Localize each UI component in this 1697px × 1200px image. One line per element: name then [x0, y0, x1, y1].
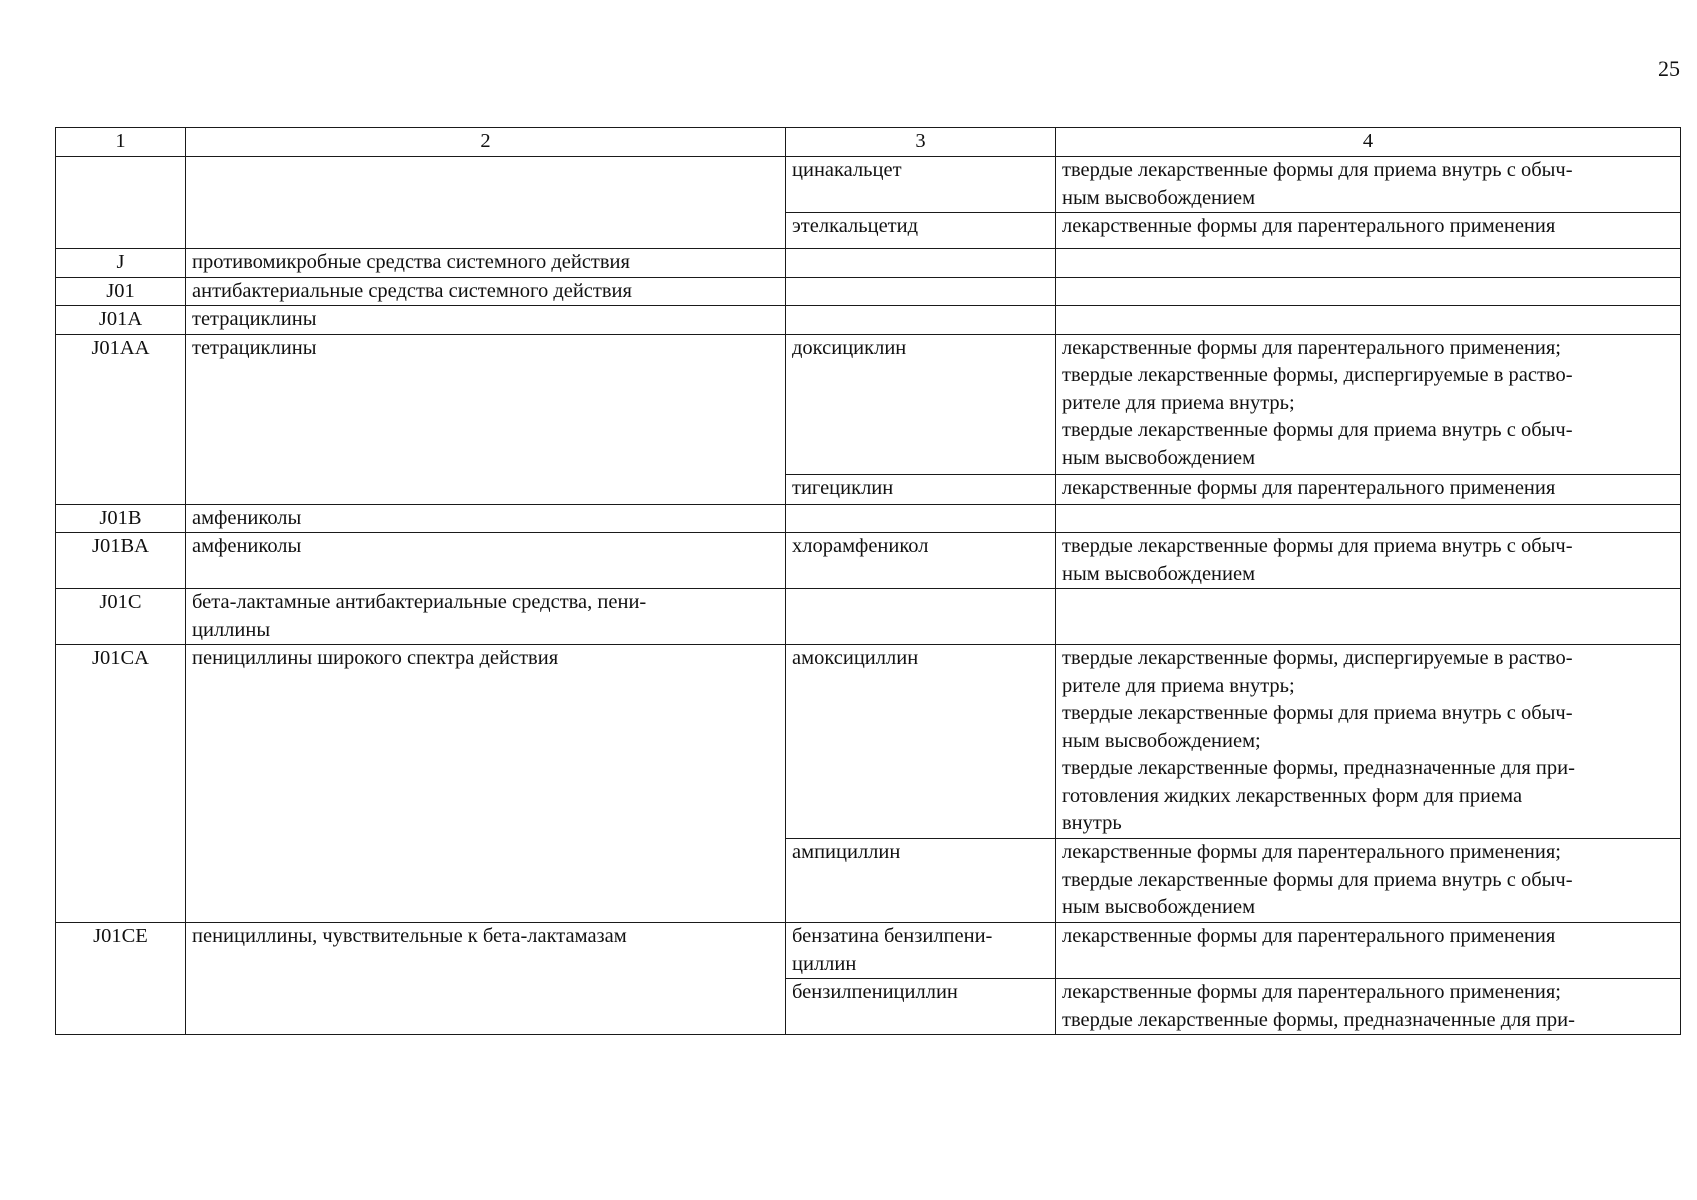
table-row: [56, 157, 1681, 213]
table-row: [56, 645, 1681, 839]
dosage-form-line: лекарственные формы для парентерального применения: [1062, 476, 1556, 499]
column-number-4: 4: [1056, 128, 1681, 157]
dosage-forms-cell: [1056, 334, 1681, 474]
column-number-3: 3: [786, 128, 1056, 157]
group-name: пенициллины, чувствительные к бета-лактамазам: [186, 923, 786, 1035]
dosage-forms-cell: [1056, 589, 1681, 645]
dosage-form-line: твердые лекарственные формы, диспергируемые в раство-: [1062, 364, 1573, 386]
drug-name-cell: [786, 923, 1056, 979]
drug-name-line: циллин: [792, 952, 857, 975]
atc-code: J01CA: [56, 645, 186, 923]
table-row: [56, 277, 1681, 306]
atc-code: J01AA: [56, 334, 186, 504]
drug-name: хлорамфеникол: [792, 535, 929, 557]
drug-name-cell: [786, 589, 1056, 645]
dosage-forms-cell: [1056, 504, 1681, 533]
group-name: противомикробные средства системного действия: [186, 249, 786, 278]
drug-name-cell: [786, 306, 1056, 335]
group-name-line: циллины: [192, 618, 271, 641]
code-cell-empty: [56, 157, 186, 249]
drug-name-cell: [786, 645, 1056, 839]
dosage-forms-cell: [1056, 979, 1681, 1035]
dosage-forms-cell: [1056, 213, 1681, 249]
atc-code: J: [56, 249, 186, 278]
drug-name-cell: [786, 839, 1056, 923]
dosage-form-line: твердые лекарственные формы для приема внутрь с обыч-: [1062, 535, 1573, 557]
dosage-form-line: твердые лекарственные формы для приема внутрь с обыч-: [1062, 419, 1573, 441]
dosage-form-line: лекарственные формы для парентерального применения;: [1062, 981, 1561, 1003]
table-row: [56, 533, 1681, 589]
table-row: [56, 334, 1681, 474]
drug-name-cell: [786, 249, 1056, 278]
drug-name-cell: [786, 334, 1056, 474]
dosage-forms-cell: [1056, 645, 1681, 839]
drug-name-cell: [786, 474, 1056, 504]
dosage-form-line: ным высвобождением: [1062, 186, 1256, 209]
table-row: [56, 249, 1681, 278]
table-row: [56, 589, 1681, 645]
group-name: тетрациклины: [186, 334, 786, 504]
dosage-form-line: твердые лекарственные формы, предназначенные для при-: [1062, 757, 1575, 779]
drug-name: ампициллин: [792, 841, 901, 863]
drug-name: амоксициллин: [792, 647, 919, 669]
dosage-forms-cell: [1056, 533, 1681, 589]
drug-name-cell: [786, 157, 1056, 213]
table-header-row: [56, 128, 1681, 157]
drug-name: доксициклин: [792, 336, 907, 359]
drug-name: этелкальцетид: [792, 215, 919, 237]
drug-name-cell: [786, 504, 1056, 533]
dosage-form-line: ным высвобождением;: [1062, 729, 1261, 752]
column-number-2: 2: [186, 128, 786, 157]
dosage-form-line: лекарственные формы для парентерального применения: [1062, 925, 1556, 947]
dosage-forms-cell: [1056, 277, 1681, 306]
dosage-form-line: лекарственные формы для парентерального применения;: [1062, 841, 1561, 863]
column-number-1: 1: [56, 128, 186, 157]
drug-name-cell: [786, 979, 1056, 1035]
table-row: [56, 504, 1681, 533]
dosage-forms-cell: [1056, 157, 1681, 213]
dosage-form-line: ным высвобождением: [1062, 896, 1256, 918]
dosage-form-line: лекарственные формы для парентерального применения: [1062, 215, 1556, 237]
atc-code: J01CE: [56, 923, 186, 1035]
group-name: пенициллины широкого спектра действия: [186, 645, 786, 923]
dosage-form-line: рителе для приема внутрь;: [1062, 674, 1295, 697]
table-row: [56, 923, 1681, 979]
dosage-form-line: твердые лекарственные формы, предназначенные для при-: [1062, 1008, 1575, 1031]
group-name: амфениколы: [186, 533, 786, 589]
atc-code: J01BA: [56, 533, 186, 589]
dosage-form-line: рителе для приема внутрь;: [1062, 391, 1295, 414]
group-name-cell: [186, 589, 786, 645]
dosage-form-line: твердые лекарственные формы для приема внутрь с обыч-: [1062, 868, 1573, 891]
drug-name: цинакальцет: [792, 159, 902, 181]
drug-name-cell: [786, 533, 1056, 589]
group-name: амфениколы: [186, 504, 786, 533]
group-name: антибактериальные средства системного действия: [186, 277, 786, 306]
atc-code: J01B: [56, 504, 186, 533]
drug-name: тигециклин: [792, 476, 894, 499]
dosage-forms-cell: [1056, 249, 1681, 278]
dosage-form-line: лекарственные формы для парентерального применения;: [1062, 336, 1561, 359]
group-cell-empty: [186, 157, 786, 249]
atc-code: J01C: [56, 589, 186, 645]
drug-name-cell: [786, 277, 1056, 306]
drug-classification-table: [55, 127, 1681, 1035]
dosage-form-line: внутрь: [1062, 812, 1122, 834]
drug-name-line: бензатина бензилпени-: [792, 925, 993, 947]
dosage-form-line: твердые лекарственные формы, диспергируемые в раство-: [1062, 647, 1573, 669]
page-number: 25: [1658, 56, 1680, 81]
atc-code: J01: [56, 277, 186, 306]
atc-code: J01A: [56, 306, 186, 335]
table-row: [56, 306, 1681, 335]
dosage-forms-cell: [1056, 306, 1681, 335]
group-name-line: бета-лактамные антибактериальные средства, пени-: [192, 591, 647, 613]
dosage-form-line: твердые лекарственные формы для приема внутрь с обыч-: [1062, 702, 1573, 724]
dosage-forms-cell: [1056, 923, 1681, 979]
dosage-form-line: твердые лекарственные формы для приема внутрь с обыч-: [1062, 159, 1573, 181]
dosage-forms-cell: [1056, 839, 1681, 923]
dosage-forms-cell: [1056, 474, 1681, 504]
dosage-form-line: ным высвобождением: [1062, 562, 1256, 585]
dosage-form-line: ным высвобождением: [1062, 446, 1256, 469]
drug-name: бензилпенициллин: [792, 981, 958, 1003]
group-name: тетрациклины: [186, 306, 786, 335]
dosage-form-line: готовления жидких лекарственных форм для приема: [1062, 784, 1523, 807]
drug-name-cell: [786, 213, 1056, 249]
